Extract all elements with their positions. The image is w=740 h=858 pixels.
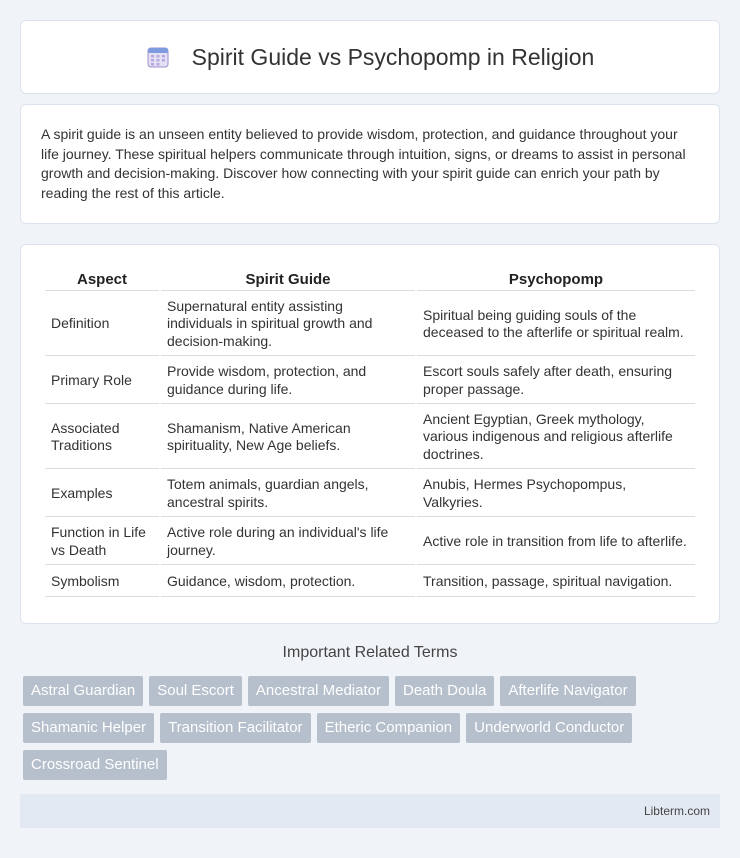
related-term-tag[interactable]: Transition Facilitator	[160, 713, 311, 743]
cell-psychopomp: Escort souls safely after death, ensuring proper passage.	[417, 358, 695, 404]
related-term-tag[interactable]: Death Doula	[395, 676, 494, 706]
table-row	[45, 406, 695, 469]
cell-aspect: Symbolism	[45, 567, 159, 597]
cell-psychopomp: Spiritual being guiding souls of the deceased to the afterlife or spiritual realm.	[417, 293, 695, 356]
related-term-tag[interactable]: Shamanic Helper	[23, 713, 154, 743]
table-row	[45, 519, 695, 565]
related-term-tag[interactable]: Afterlife Navigator	[500, 676, 635, 706]
cell-spirit-guide: Supernatural entity assisting individuals in spiritual growth and decision-making.	[161, 293, 415, 356]
table-row	[45, 358, 695, 404]
intro-card	[20, 104, 720, 224]
cell-psychopomp: Ancient Egyptian, Greek mythology, various indigenous and religious afterlife doctrines.	[417, 406, 695, 469]
page-title: Spirit Guide vs Psychopomp in Religion	[191, 43, 595, 70]
footer-site-link[interactable]: Libterm.com	[643, 804, 710, 818]
comparison-table	[43, 265, 697, 599]
header-card	[20, 20, 720, 94]
header-aspect: Aspect	[45, 267, 159, 291]
cell-spirit-guide: Active role during an individual's life journey.	[161, 519, 415, 565]
related-term-tag[interactable]: Crossroad Sentinel	[23, 750, 167, 780]
related-terms-heading: Important Related Terms	[282, 644, 458, 661]
header	[146, 44, 595, 71]
header-spirit-guide: Spirit Guide	[161, 267, 415, 291]
header-psychopomp: Psychopomp	[417, 267, 695, 291]
cell-spirit-guide: Totem animals, guardian angels, ancestral spirits.	[161, 471, 415, 517]
related-term-tag[interactable]: Etheric Companion	[317, 713, 461, 743]
cell-psychopomp: Transition, passage, spiritual navigation.	[417, 567, 695, 597]
related-terms-list	[23, 676, 723, 780]
related-term-tag[interactable]: Soul Escort	[149, 676, 242, 706]
cell-spirit-guide: Provide wisdom, protection, and guidance during life.	[161, 358, 415, 404]
cell-spirit-guide: Guidance, wisdom, protection.	[161, 567, 415, 597]
cell-aspect: Associated Traditions	[45, 406, 159, 469]
related-term-tag[interactable]: Underworld Conductor	[466, 713, 632, 743]
cell-spirit-guide: Shamanism, Native American spirituality, New Age beliefs.	[161, 406, 415, 469]
calendar-icon	[146, 45, 170, 69]
table-row	[45, 567, 695, 597]
cell-psychopomp: Active role in transition from life to afterlife.	[417, 519, 695, 565]
cell-aspect: Examples	[45, 471, 159, 517]
table-header-row	[45, 267, 695, 291]
table-row	[45, 293, 695, 356]
cell-aspect: Definition	[45, 293, 159, 356]
related-term-tag[interactable]: Astral Guardian	[23, 676, 143, 706]
comparison-card	[20, 244, 720, 624]
cell-aspect: Function in Life vs Death	[45, 519, 159, 565]
intro-paragraph: A spirit guide is an unseen entity believed to provide wisdom, protection, and guidance throughout your life journey. These spiritual helpers communicate through intuition, signs, or dreams to assist in personal growth and decision-making. Discover how connecting with your spirit guide can enrich your path by reading the rest of this article.	[41, 126, 686, 201]
cell-psychopomp: Anubis, Hermes Psychopompus, Valkyries.	[417, 471, 695, 517]
footer	[20, 794, 720, 828]
table-row	[45, 471, 695, 517]
related-term-tag[interactable]: Ancestral Mediator	[248, 676, 389, 706]
cell-aspect: Primary Role	[45, 358, 159, 404]
